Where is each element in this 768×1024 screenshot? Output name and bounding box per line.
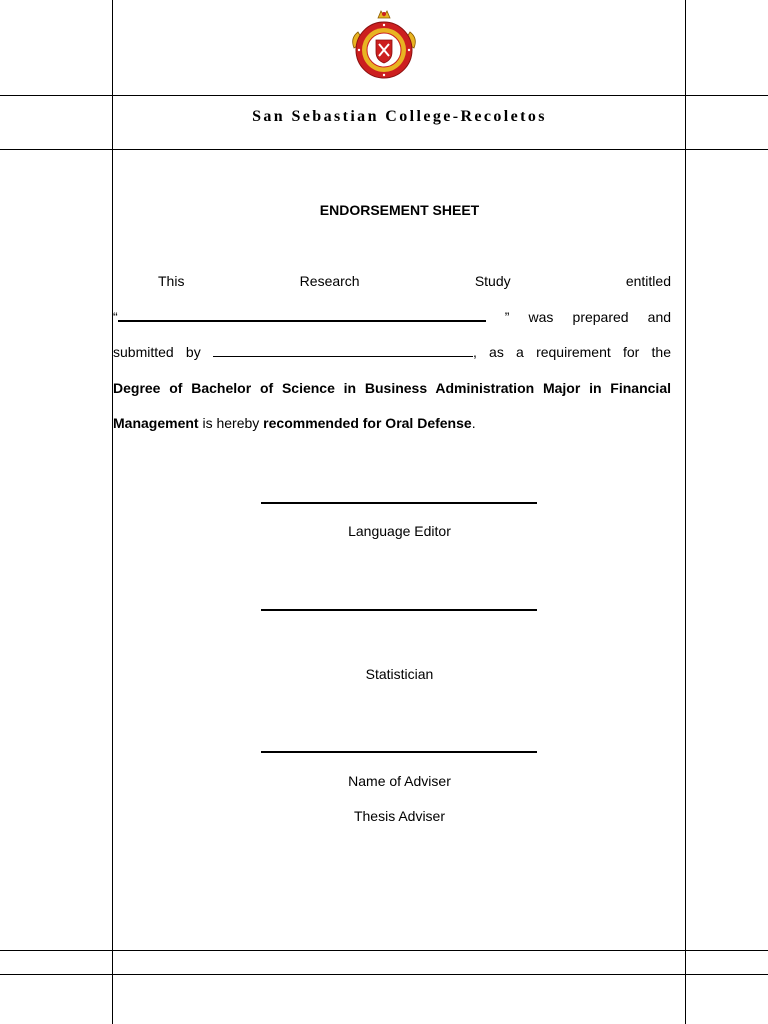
degree-line: Degree of Bachelor of Science in Business Administration Major in Financial <box>113 379 671 396</box>
paragraph-line-1 <box>113 264 671 300</box>
adviser-title-label: Thesis Adviser <box>353 808 446 824</box>
language-editor-signature-line <box>261 502 537 504</box>
word-was: was <box>528 308 554 325</box>
header-top-divider <box>0 95 768 96</box>
title-open-quote: “ <box>113 308 118 325</box>
frame-right-border <box>685 0 686 1024</box>
header-bottom-divider <box>0 149 768 150</box>
word-submitted: submitted <box>113 344 174 360</box>
word-for: for <box>622 344 640 360</box>
paragraph-line-2 <box>113 300 671 336</box>
word-a: a <box>516 344 524 360</box>
footer-bottom-divider <box>0 974 768 975</box>
statistician-signature-line <box>261 609 537 611</box>
research-title-blank <box>118 308 486 322</box>
word-the: the <box>651 344 672 360</box>
management-text: Management <box>113 415 199 431</box>
word-requirement: requirement <box>536 344 611 360</box>
language-editor-label: Language Editor <box>348 523 451 539</box>
recommendation-text: recommended for Oral Defense <box>263 415 472 431</box>
researcher-name-blank <box>213 344 473 357</box>
adviser-signature-line <box>261 751 537 753</box>
paragraph-line-3 <box>113 335 671 371</box>
word-study: Study <box>474 273 511 289</box>
word-this: This <box>158 273 185 289</box>
adviser-name-label: Name of Adviser <box>348 773 451 789</box>
paragraph-line-5 <box>113 406 671 442</box>
endorsement-paragraph <box>113 264 671 442</box>
college-seal-logo <box>348 8 420 84</box>
document-title: ENDORSEMENT SHEET <box>319 202 480 218</box>
word-and: and <box>647 308 672 325</box>
statistician-label: Statistician <box>365 666 434 682</box>
frame-left-border <box>112 0 113 1024</box>
comma-as: , as <box>472 344 504 360</box>
is-hereby-text: is hereby <box>198 415 264 431</box>
footer-top-divider <box>0 950 768 951</box>
title-close-quote: ” <box>504 308 510 325</box>
word-prepared: prepared <box>572 308 629 325</box>
word-by: by <box>185 344 201 360</box>
college-seal-icon <box>348 8 420 84</box>
closing-period: . <box>471 415 476 431</box>
word-research: Research <box>299 273 360 289</box>
word-entitled: entitled <box>625 273 671 289</box>
college-name: San Sebastian College-Recoletos <box>252 108 547 125</box>
